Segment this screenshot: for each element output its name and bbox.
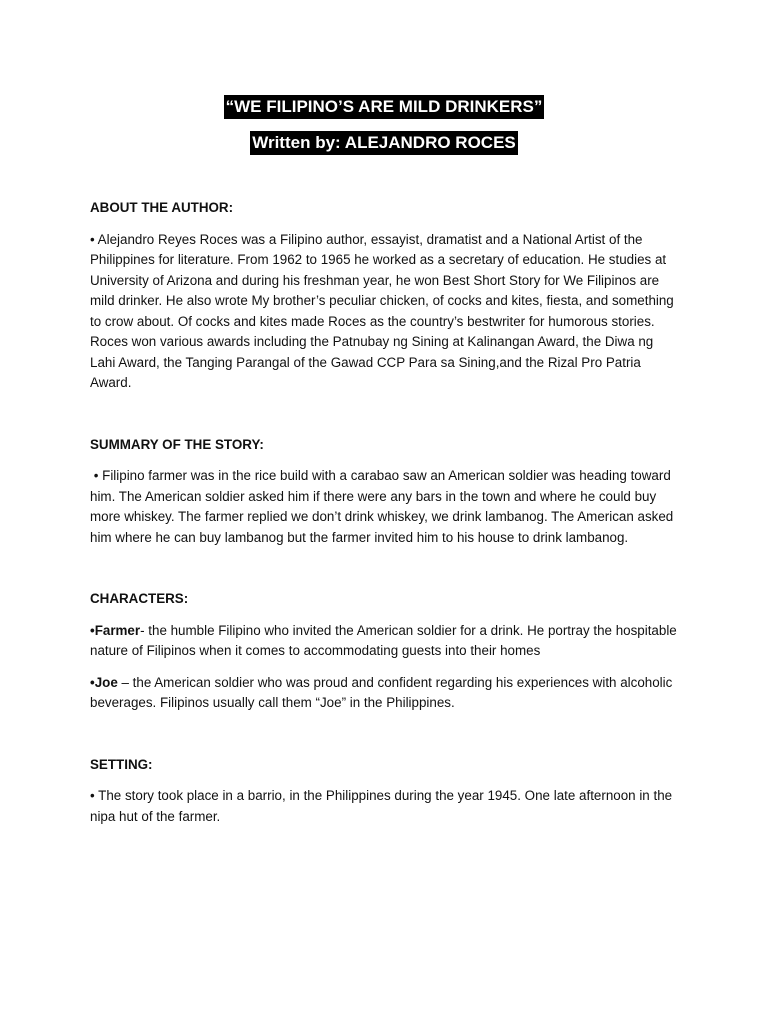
character-joe	[90, 673, 680, 714]
character-joe-name: •Joe	[90, 674, 118, 690]
document-title: “WE FILIPINO’S ARE MILD DRINKERS”	[224, 95, 545, 119]
setting-heading: SETTING:	[90, 756, 153, 772]
summary-heading: SUMMARY OF THE STORY:	[90, 436, 264, 452]
about-heading: ABOUT THE AUTHOR:	[90, 200, 234, 215]
about-paragraph: • Alejandro Reyes Roces was a Filipino author, essayist, dramatist and a National Artist of the Philippines for literature. From 1962 to 1965 he worked as a secretary of education. He studies at University of Arizona and during his freshman year, he won Best Short Story for We Filipinos are mild drinker. He also wrote My brother’s peculiar chicken, of cocks and kites, fiesta, and something to crow about. Of cocks and kites made Roces as the country’s bestwriter for humorous stories. Roces won various awards including the Patnubay ng Sining at Kalinangan Award, the Diwa ng Lahi Award, the Tanging Parangal of the Gawad CCP Para sa Sining,and the Rizal Pro Patria Award.	[90, 231, 674, 390]
summary-paragraph: • Filipino farmer was in the rice build with a carabao saw an American soldier was heading toward him. The American soldier asked him if there were any bars in the town and where he could buy more whiskey. The farmer replied we don’t drink whiskey, we drink lambanog. The American asked him where he can buy lambanog but the farmer invited him to his house to drink lambanog.	[90, 468, 677, 545]
character-joe-desc: – the American soldier who was proud and confident regarding his experiences with alcoholic beverages. Filipinos usually call them “Joe” in the Philippines.	[90, 674, 673, 710]
character-farmer-name: •Farmer	[90, 622, 141, 638]
characters-heading: CHARACTERS:	[90, 591, 189, 606]
character-farmer-desc: - the humble Filipino who invited the American soldier for a drink. He portray the hospitable nature of Filipinos when it comes to accommodating guests into their homes	[90, 622, 677, 658]
setting-paragraph: • The story took place in a barrio, in the Philippines during the year 1945. One late afternoon in the nipa hut of the farmer.	[90, 788, 673, 824]
document-byline: Written by: ALEJANDRO ROCES	[250, 131, 518, 155]
character-farmer	[90, 621, 680, 662]
title-line	[0, 95, 768, 119]
byline-line	[0, 131, 768, 155]
document-body	[90, 198, 680, 827]
